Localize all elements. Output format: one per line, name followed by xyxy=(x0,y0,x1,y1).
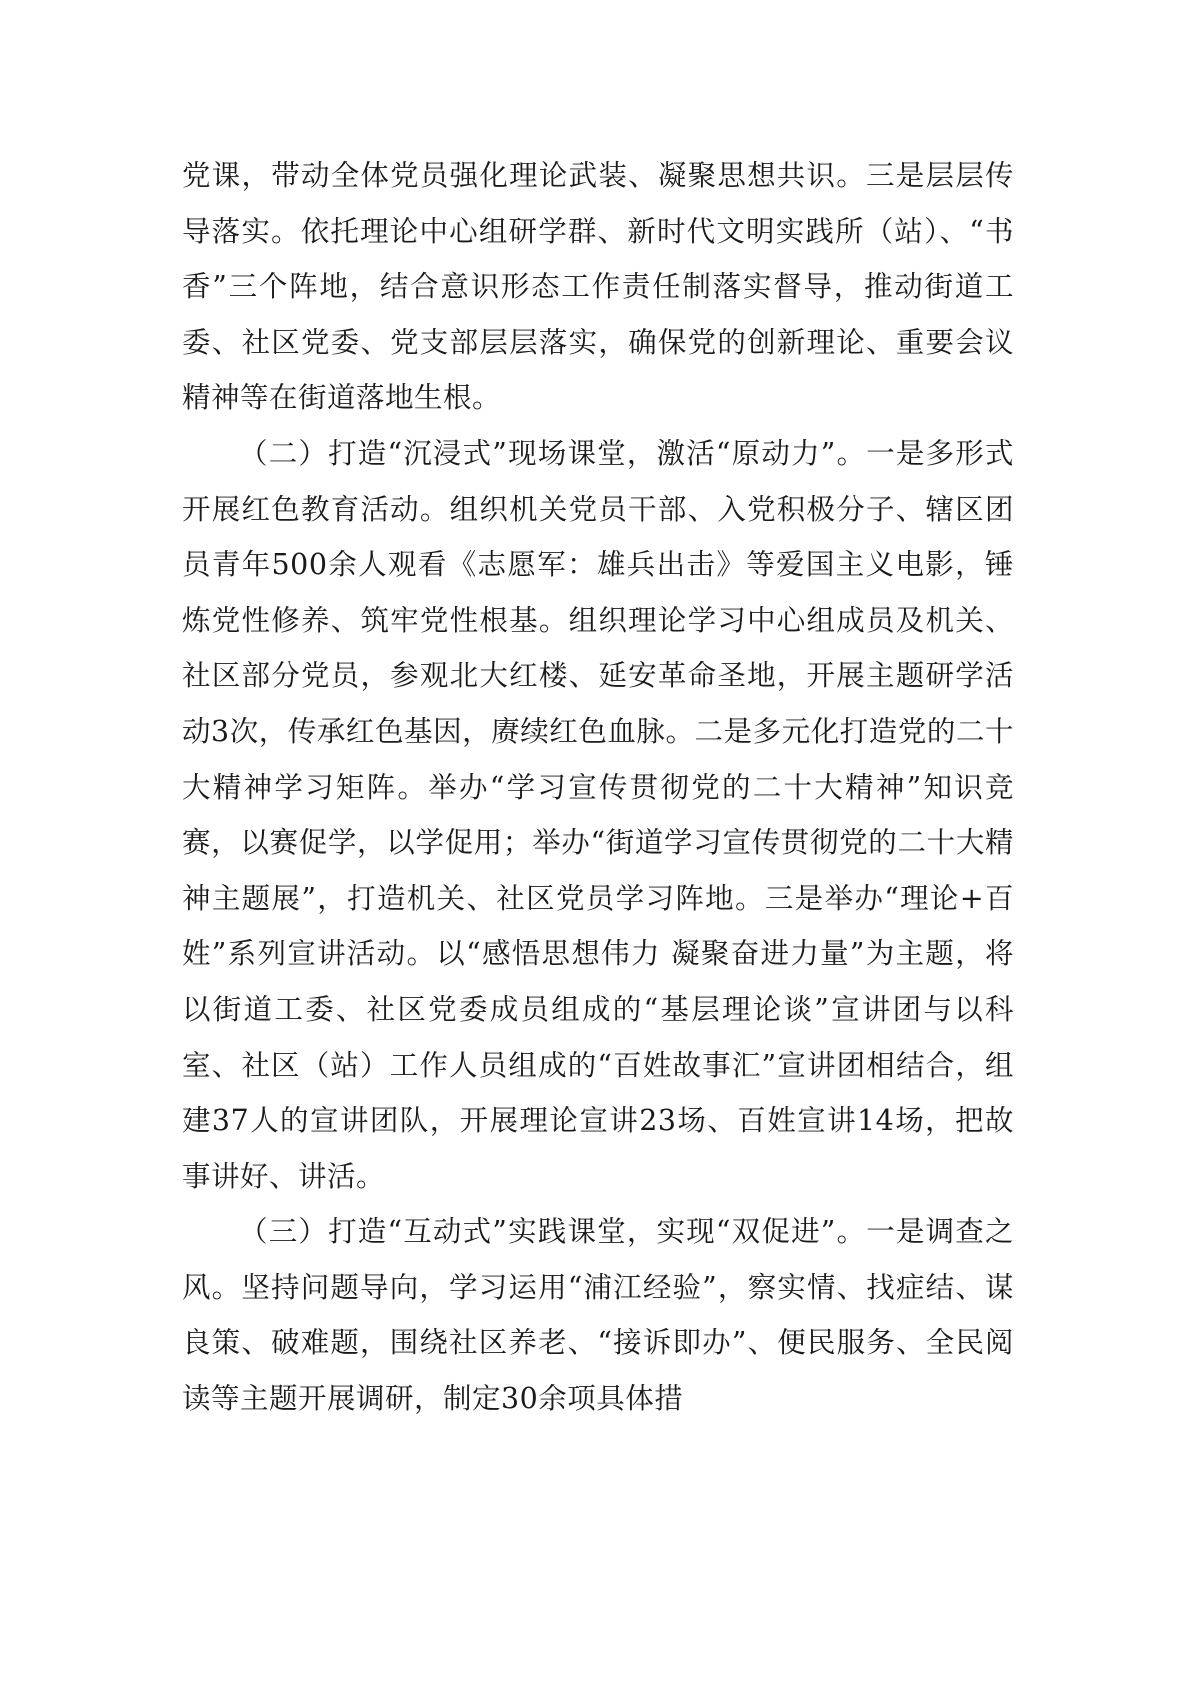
paragraph-section-three: （三）打造“互动式”实践课堂，实现“双促进”。一是调查之风。坚持问题导向，学习运用“浦江经验”，察实情、找症结、谋良策、破难题，围绕社区养老、“接诉即办”、便民服务、全民阅读等主题开展调研，制定30余项具体措 xyxy=(182,1215,1014,1416)
paragraph-continuation: 党课，带动全体党员强化理论武装、凝聚思想共识。三是层层传导落实。依托理论中心组研学群、新时代文明实践所（站）、“书香”三个阵地，结合意识形态工作责任制落实督导，推动街道工委、社区党委、党支部层层落实，确保党的创新理论、重要会议精神等在街道落地生根。 xyxy=(182,159,1014,415)
paragraph-section-two: （二）打造“沉浸式”现场课堂，激活“原动力”。一是多形式开展红色教育活动。组织机关党员干部、入党积极分子、辖区团员青年500余人观看《志愿军：雄兵出击》等爱国主义电影，锤炼党性修养、筑牢党性根基。组织理论学习中心组成员及机关、社区部分党员，参观北大红楼、延安革命圣地，开展主题研学活动3次，传承红色基因，赓续红色血脉。二是多元化打造党的二十大精神学习矩阵。举办“学习宣传贯彻党的二十大精神”知识竞赛，以赛促学，以学促用；举办“街道学习宣传贯彻党的二十大精神主题展”，打造机关、社区党员学习阵地。三是举办“理论+百姓”系列宣讲活动。以“感悟思想伟力 凝聚奋进力量”为主题，将以街道工委、社区党委成员组成的“基层理论谈”宣讲团与以科室、社区（站）工作人员组成的“百姓故事汇”宣讲团相结合，组建37人的宣讲团队，开展理论宣讲23场、百姓宣讲14场，把故事讲好、讲活。 xyxy=(182,436,1014,1193)
body-text xyxy=(182,148,1014,1427)
